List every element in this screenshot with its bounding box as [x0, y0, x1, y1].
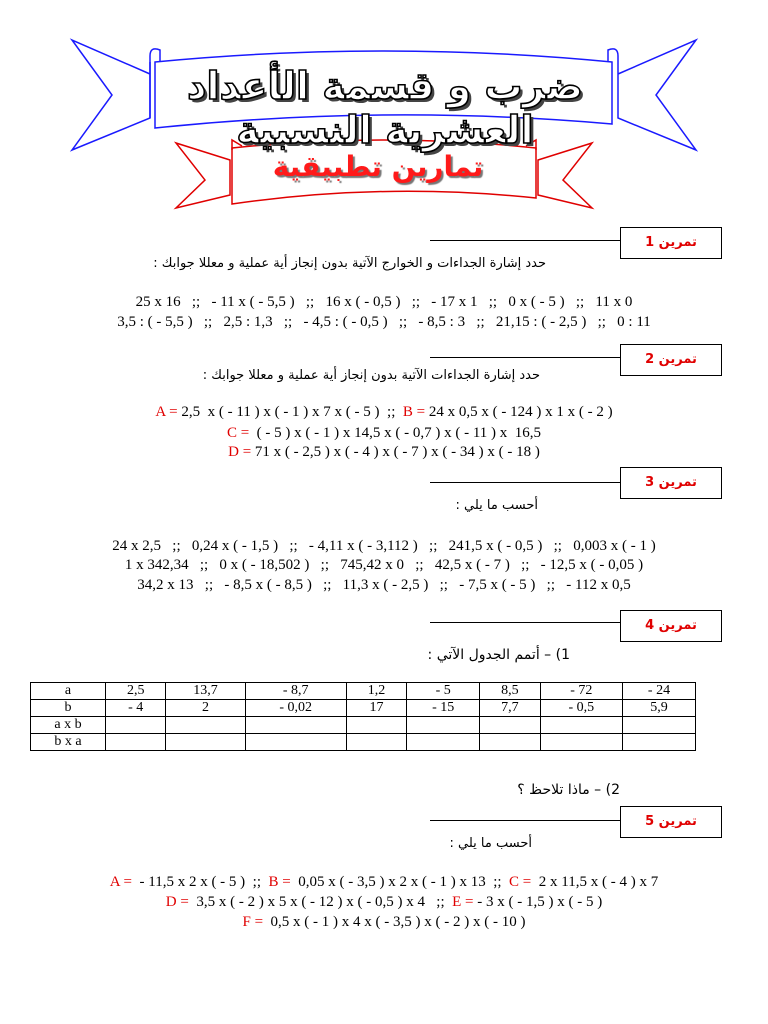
ex4-table [30, 682, 696, 751]
empty-cell [540, 717, 622, 734]
ex1-line2: 3,5 : ( - 5,5 ) ;; 2,5 : 1,3 ;; - 4,5 : ( - 0,5 ) ;; - 8,5 : 3 ;; 21,15 : ( - 2,5 ) ;; 0 : 11 [117, 314, 651, 330]
ex2-line-c [0, 425, 768, 442]
ex2-b-expr: 24 x 0,5 x ( - 124 ) x 1 x ( - 2 ) [425, 404, 613, 420]
ex5-rule [430, 820, 620, 821]
ex3-rule [430, 482, 620, 483]
empty-cell [245, 717, 346, 734]
row-label: b [31, 700, 106, 717]
table-row-bxa [31, 734, 696, 751]
ex2-label: تمرين 2 [620, 344, 722, 376]
ex1-line1: 25 x 16 ;; - 11 x ( - 5,5 ) ;; 16 x ( - 0,5 ) ;; - 17 x 1 ;; 0 x ( - 5 ) ;; 11 x 0 [135, 294, 633, 310]
cell-a-4: 1,2 [346, 683, 406, 700]
cell-b-6: 7,7 [480, 700, 540, 717]
ex5-f-name: F = [242, 914, 264, 930]
empty-cell [245, 734, 346, 751]
ex5-d-name: D = [165, 894, 189, 910]
cell-b-3: - 0,02 [245, 700, 346, 717]
ex3-line2: 1 x 342,34 ;; 0 x ( - 18,502 ) ;; 745,42 x 0 ;; 42,5 x ( - 7 ) ;; - 12,5 x ( - 0,05 ) [124, 557, 644, 573]
empty-cell [166, 734, 245, 751]
cell-a-2: 13,7 [166, 683, 245, 700]
ex4-question-1: 1) – أتمم الجدول الآتي : [427, 647, 570, 663]
empty-cell [346, 717, 406, 734]
cell-a-8: - 24 [622, 683, 695, 700]
ex2-b-name: B = [402, 404, 426, 420]
row-label: b x a [31, 734, 106, 751]
ex5-line-f [0, 914, 768, 931]
empty-cell [622, 717, 695, 734]
ex5-line-de [0, 894, 768, 911]
ex2-a-expr: 2,5 x ( - 11 ) x ( - 1 ) x 7 x ( - 5 ) ;; [177, 404, 403, 420]
cell-a-1: 2,5 [106, 683, 166, 700]
ex2-line-ab [0, 404, 768, 421]
empty-cell [407, 734, 480, 751]
ex2-line-d [0, 444, 768, 461]
empty-cell [407, 717, 480, 734]
empty-cell [480, 717, 540, 734]
ex2-a-name: A = [155, 404, 178, 420]
ex5-e-expr: - 3 x ( - 1,5 ) x ( - 5 ) [473, 894, 603, 910]
ex4-rule [430, 622, 620, 623]
ex5-d-expr: 3,5 x ( - 2 ) x 5 x ( - 12 ) x ( - 0,5 ) x 4 ;; [188, 894, 453, 910]
ex1-rule [430, 240, 620, 241]
ex2-c-name: C = [226, 425, 250, 441]
ex3-line3: 34,2 x 13 ;; - 8,5 x ( - 8,5 ) ;; 11,3 x ( - 2,5 ) ;; - 7,5 x ( - 5 ) ;; - 112 x 0,5 [137, 577, 631, 593]
ex1-label: تمرين 1 [620, 227, 722, 259]
ex5-b-expr: 0,05 x ( - 3,5 ) x 2 x ( - 1 ) x 13 ;; [290, 874, 510, 890]
ex2-c-expr: ( - 5 ) x ( - 1 ) x 14,5 x ( - 0,7 ) x ( - 11 ) x 16,5 [249, 425, 542, 441]
ex4-label: تمرين 4 [620, 610, 722, 642]
ex5-line-abc [0, 874, 768, 891]
ex1-instruction: حدد إشارة الجداءات و الخوارج الآتية بدون إنجاز أية عملية و معللا جوابك : [153, 256, 546, 271]
ex5-f-expr: 0,5 x ( - 1 ) x 4 x ( - 3,5 ) x ( - 2 ) x ( - 10 ) [263, 914, 526, 930]
ex3-instruction: أحسب ما يلي : [455, 498, 538, 513]
ex5-a-expr: - 11,5 x 2 x ( - 5 ) ;; [132, 874, 269, 890]
ex2-d-expr: 71 x ( - 2,5 ) x ( - 4 ) x ( - 7 ) x ( - 34 ) x ( - 18 ) [251, 444, 540, 460]
ex3-label: تمرين 3 [620, 467, 722, 499]
ex2-instruction: حدد إشارة الجداءات الآتية بدون إنجاز أية عملية و معللا جوابك : [202, 368, 540, 383]
ex4-question-2: 2) – ماذا تلاحظ ؟ [517, 782, 620, 798]
ex5-c-expr: 2 x 11,5 x ( - 4 ) x 7 [531, 874, 659, 890]
ex5-c-name: C = [509, 874, 532, 890]
ex5-label: تمرين 5 [620, 806, 722, 838]
cell-a-3: - 8,7 [245, 683, 346, 700]
ex5-b-name: B = [268, 874, 291, 890]
table-row-axb [31, 717, 696, 734]
cell-b-1: - 4 [106, 700, 166, 717]
cell-b-4: 17 [346, 700, 406, 717]
empty-cell [540, 734, 622, 751]
cell-b-5: - 15 [407, 700, 480, 717]
empty-cell [346, 734, 406, 751]
table-row-a [31, 683, 696, 700]
empty-cell [166, 717, 245, 734]
cell-a-6: 8,5 [480, 683, 540, 700]
row-label: a [31, 683, 106, 700]
empty-cell [622, 734, 695, 751]
empty-cell [480, 734, 540, 751]
ex3-line1: 24 x 2,5 ;; 0,24 x ( - 1,5 ) ;; - 4,11 x ( - 3,112 ) ;; 241,5 x ( - 0,5 ) ;; 0,003 x ( - 1 ) [112, 538, 656, 554]
cell-b-2: 2 [166, 700, 245, 717]
cell-a-5: - 5 [407, 683, 480, 700]
cell-a-7: - 72 [540, 683, 622, 700]
ex5-a-name: A = [109, 874, 132, 890]
empty-cell [106, 734, 166, 751]
table-row-b [31, 700, 696, 717]
ex5-instruction: أحسب ما يلي : [449, 836, 532, 851]
ex2-rule [430, 357, 620, 358]
cell-b-7: - 0,5 [540, 700, 622, 717]
page-title: ضرب و قسمة الأعداد العشرية النسبية [187, 64, 583, 152]
ex5-e-name: E = [452, 894, 474, 910]
empty-cell [106, 717, 166, 734]
page-subtitle: تمارين تطبيقية [272, 150, 484, 183]
cell-b-8: 5,9 [622, 700, 695, 717]
row-label: a x b [31, 717, 106, 734]
ex2-d-name: D = [228, 444, 252, 460]
